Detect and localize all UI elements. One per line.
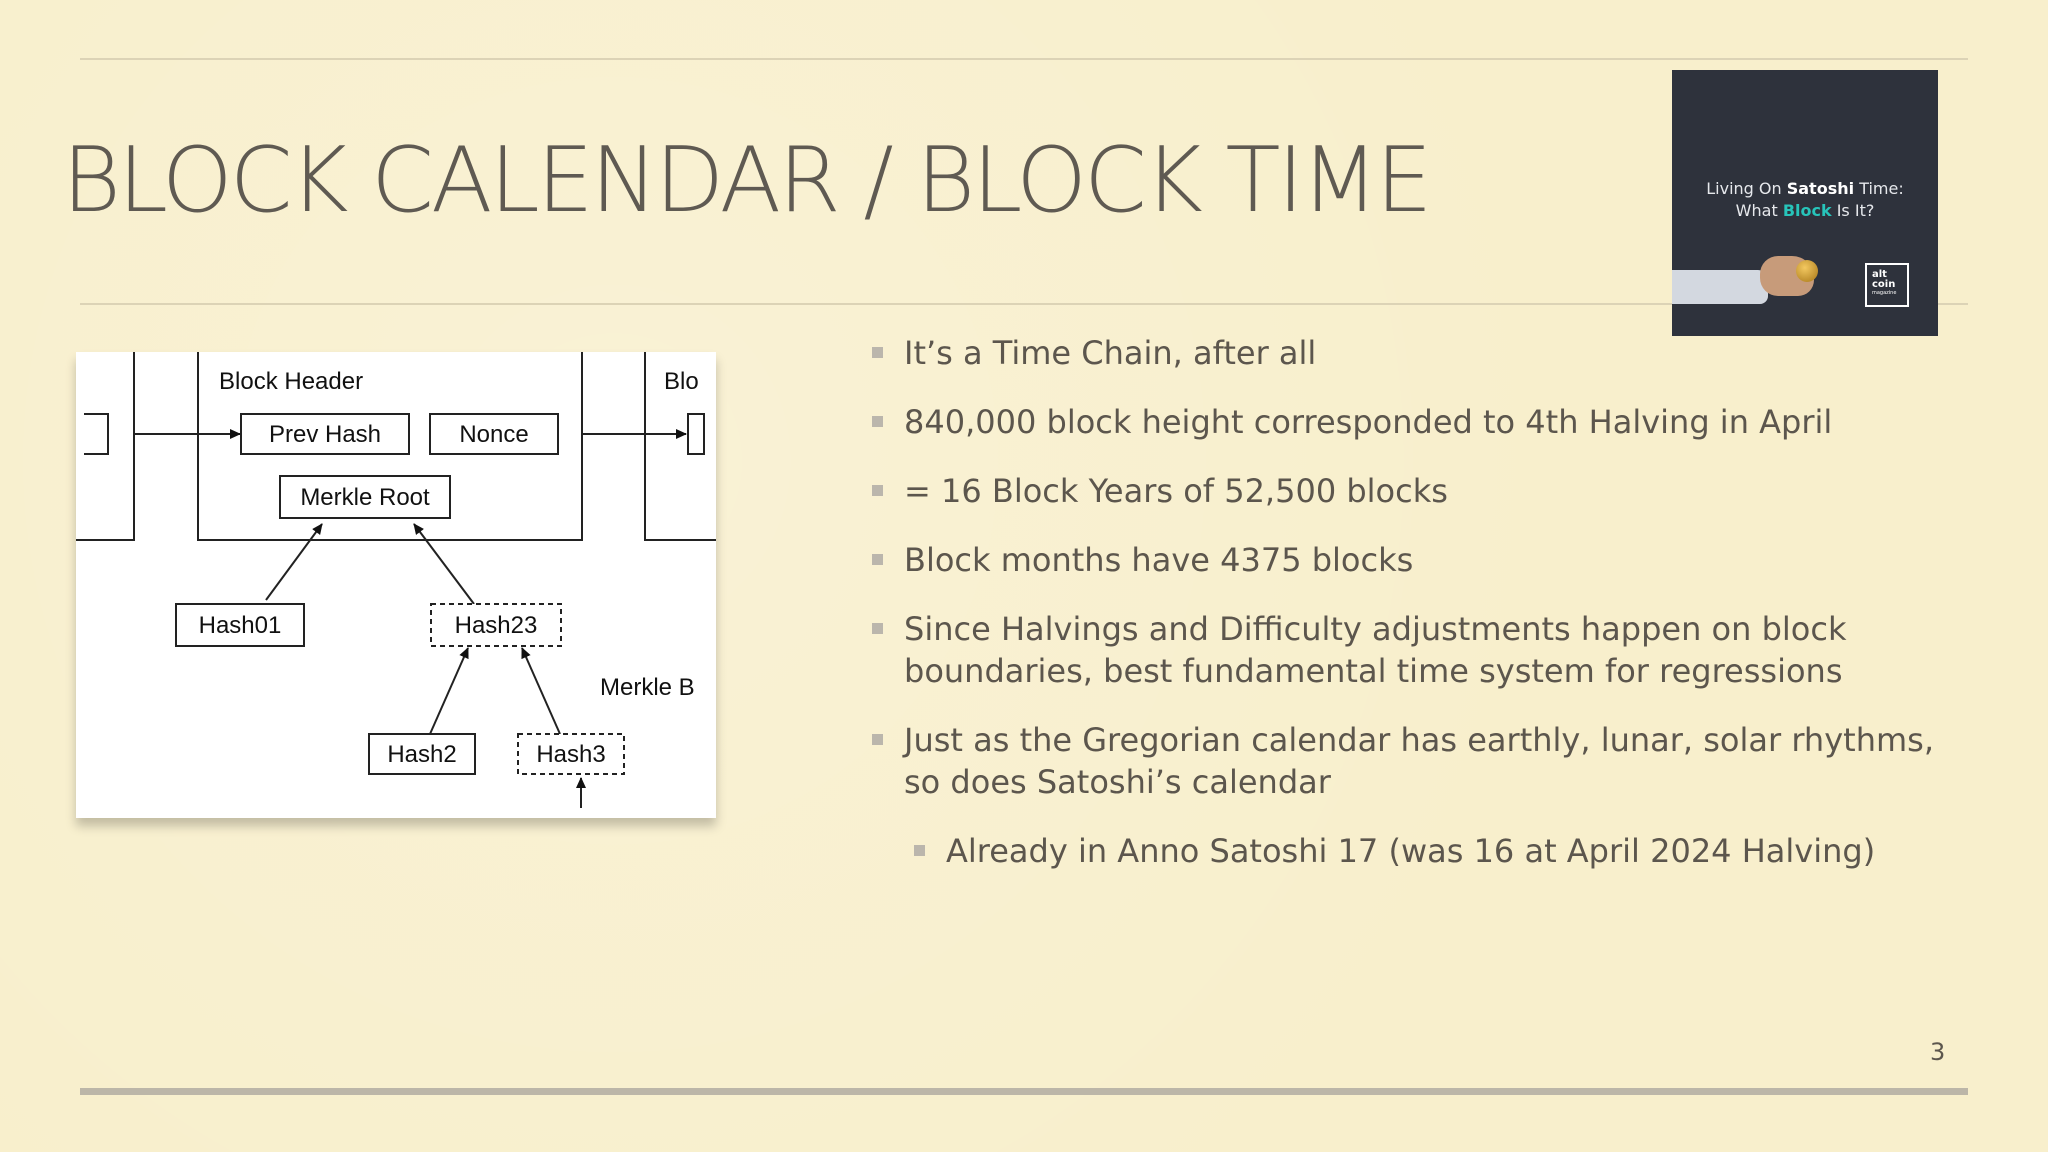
- bullet-item: Block months have 4375 blocks: [870, 539, 1980, 581]
- hash3-label: Hash3: [536, 741, 606, 768]
- prev-hash-label: Prev Hash: [268, 421, 382, 448]
- block-header-label: Block Header: [219, 368, 364, 395]
- bullet-item: Just as the Gregorian calendar has earthly, lunar, solar rhythms, so does Satoshi’s calendar: [870, 719, 1980, 803]
- nonce-label: Nonce: [459, 421, 529, 448]
- altcoin-magazine-logo: alt coin magazine: [1865, 263, 1909, 307]
- block-header-diagram: [76, 352, 716, 818]
- prev-block-stub: [84, 414, 108, 454]
- hash01-label: Hash01: [198, 612, 282, 639]
- diagram-svg: [76, 352, 716, 818]
- bullet-list: [870, 332, 1980, 899]
- bullet-item: It’s a Time Chain, after all: [870, 332, 1980, 374]
- sleeve-shape: [1672, 270, 1768, 304]
- sub-bullet-item: Already in Anno Satoshi 17 (was 16 at April 2024 Halving): [912, 830, 1980, 872]
- bullet-item: Since Halvings and Difficulty adjustments happen on block boundaries, best fundamental time system for regressions: [870, 608, 1980, 692]
- page-number: 3: [1930, 1038, 1946, 1066]
- arrow-hash2-hash23: [430, 648, 468, 734]
- top-divider: [80, 58, 1968, 60]
- arrow-hash23-root: [414, 524, 474, 604]
- merkle-branch-label: Merkle B: [600, 674, 695, 701]
- bullet-item: = 16 Block Years of 52,500 blocks: [870, 470, 1980, 512]
- merkle-root-label: Merkle Root: [300, 484, 430, 511]
- bitcoin-coin-icon: [1796, 260, 1818, 282]
- arrow-hash01-root: [266, 524, 322, 600]
- prev-block-outline: [76, 352, 134, 540]
- arrow-hash3-hash23: [522, 648, 560, 734]
- article-thumbnail: [1672, 70, 1938, 336]
- slide-title: BLOCK CALENDAR / BLOCK TIME: [62, 128, 1430, 233]
- next-block-label: Blo: [664, 368, 699, 395]
- hash23-label: Hash23: [454, 612, 538, 639]
- next-block-stub: [688, 414, 704, 454]
- bottom-divider: [80, 1088, 1968, 1095]
- hash2-label: Hash2: [387, 741, 457, 768]
- bullet-item: 840,000 block height corresponded to 4th Halving in April: [870, 401, 1980, 443]
- thumbnail-caption: Living On Satoshi Time: What Block Is It?: [1706, 179, 1904, 220]
